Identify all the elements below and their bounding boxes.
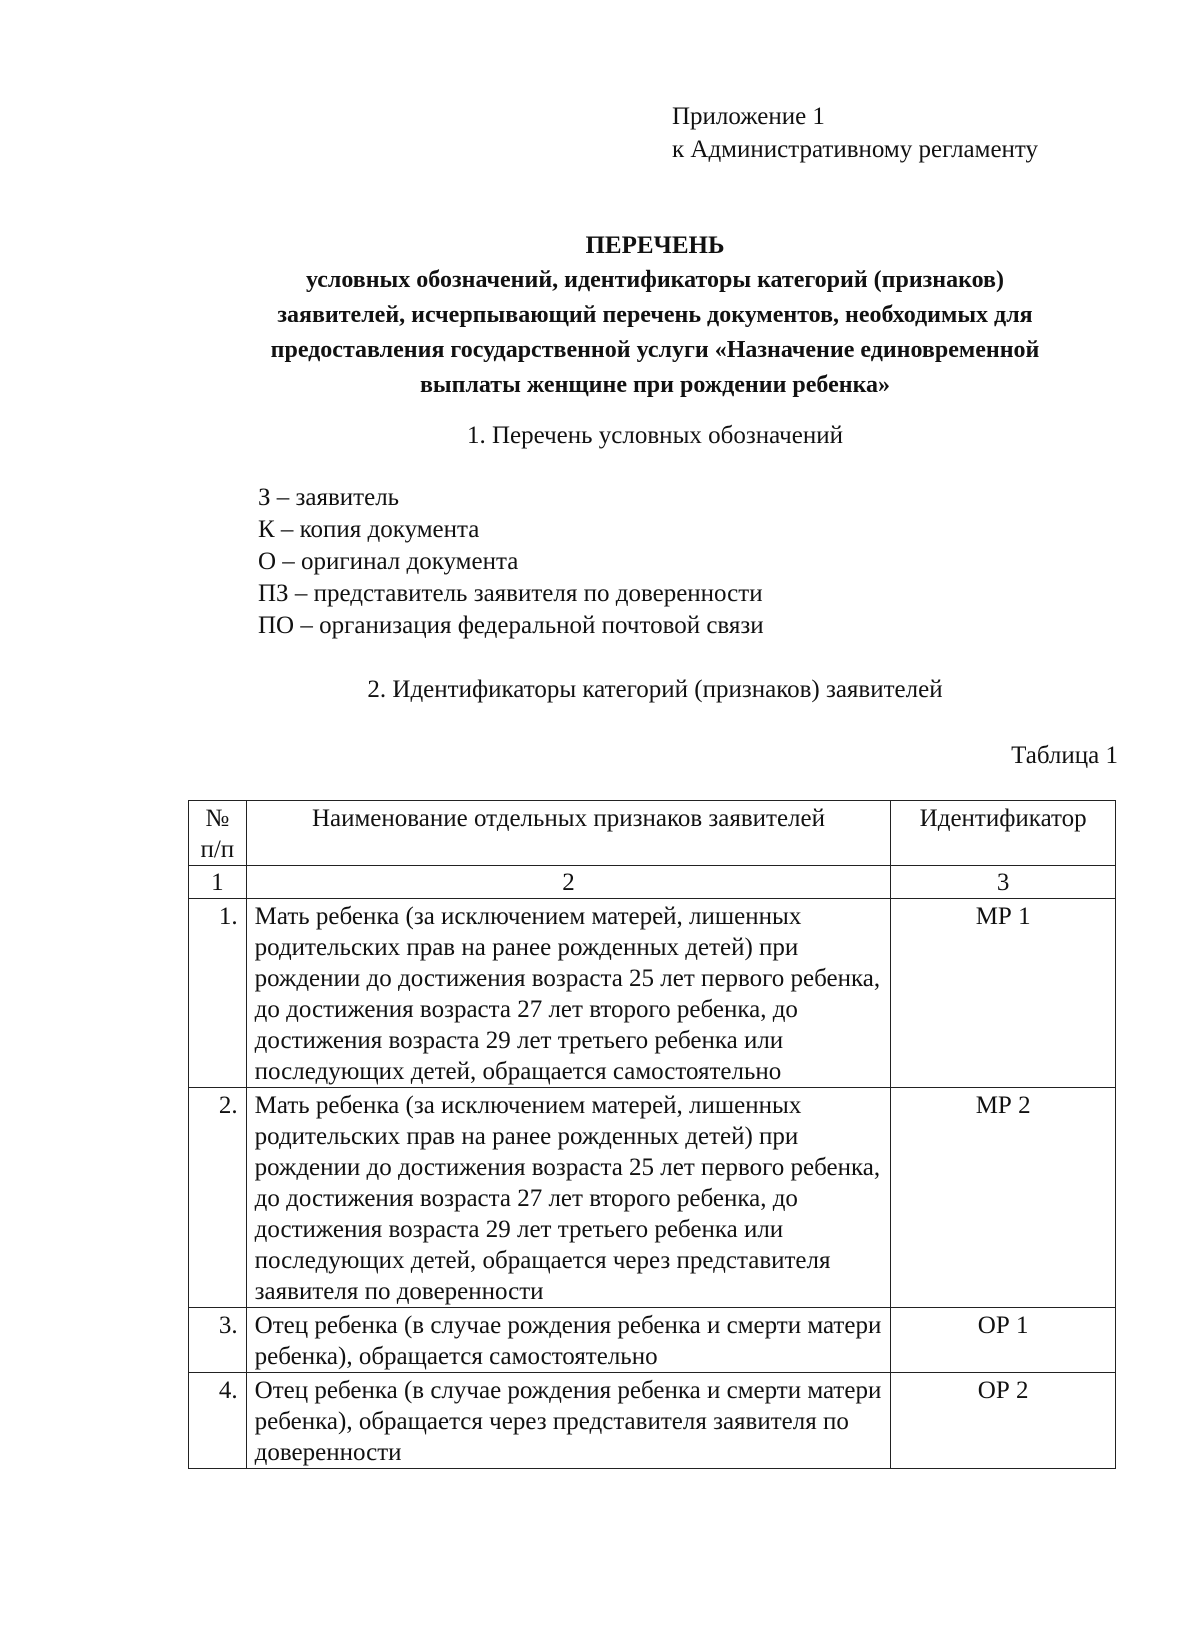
table-row [189,899,1116,1088]
table-row [189,1308,1116,1373]
section-2-heading: 2. Идентификаторы категорий (признаков) заявителей [367,676,943,703]
header-id: Идентификатор [891,801,1116,866]
table-row [189,1088,1116,1308]
section-1-heading: 1. Перечень условных обозначений [466,422,843,449]
row-num: 2. [189,1088,247,1308]
header-name: Наименование отдельных признаков заявителей [246,801,891,866]
table-caption: Таблица 1 [1011,742,1118,769]
row-name: Мать ребенка (за исключением матерей, лишенных родительских прав на ранее рожденных детей) при рождении до достижения возраста 25 лет первого ребенка, до достижения возраста 27 лет второго ребенка, до достижения возраста 29 лет третьего ребенка или последующих детей, обращается самостоятельно [246,899,891,1088]
legend-item: З – заявитель [258,484,400,511]
index-cell: 1 [189,866,247,899]
row-num: 3. [189,1308,247,1373]
row-num: 4. [189,1373,247,1469]
index-cell: 2 [246,866,891,899]
row-id: МР 1 [891,899,1116,1088]
row-num: 1. [189,899,247,1088]
applicant-categories-table [188,800,1116,1469]
row-id: ОР 2 [891,1373,1116,1469]
header-num: № п/п [189,801,247,866]
legend-item: К – копия документа [258,516,480,543]
legend-item: ПО – организация федеральной почтовой связи [258,612,764,639]
appendix-line-2: к Административному регламенту [672,136,1039,163]
title-line-3: заявителей, исчерпывающий перечень документов, необходимых для [277,302,1033,328]
row-id: МР 2 [891,1088,1116,1308]
title-line-4: предоставления государственной услуги «Назначение единовременной [270,337,1040,363]
legend-list [258,482,764,642]
document-title [180,228,1130,403]
table-row [189,1373,1116,1469]
index-cell: 3 [891,866,1116,899]
table-header-row [189,801,1116,866]
appendix-line-1: Приложение 1 [672,103,825,130]
row-name: Мать ребенка (за исключением матерей, лишенных родительских прав на ранее рожденных детей) при рождении до достижения возраста 25 лет первого ребенка, до достижения возраста 27 лет второго ребенка, до достижения возраста 29 лет третьего ребенка или последующих детей, обращается через представителя заявителя по доверенности [246,1088,891,1308]
title-line-2: условных обозначений, идентификаторы категорий (признаков) [305,267,1004,293]
legend-item: ПЗ – представитель заявителя по доверенности [258,580,763,607]
table-index-row [189,866,1116,899]
row-name: Отец ребенка (в случае рождения ребенка и смерти матери ребенка), обращается самостоятельно [246,1308,891,1373]
row-name: Отец ребенка (в случае рождения ребенка и смерти матери ребенка), обращается через представителя заявителя по доверенности [246,1373,891,1469]
appendix-note [672,100,1038,166]
legend-item: О – оригинал документа [258,548,519,575]
title-line-1: ПЕРЕЧЕНЬ [585,232,725,259]
row-id: ОР 1 [891,1308,1116,1373]
title-line-5: выплаты женщине при рождении ребенка» [419,372,891,398]
